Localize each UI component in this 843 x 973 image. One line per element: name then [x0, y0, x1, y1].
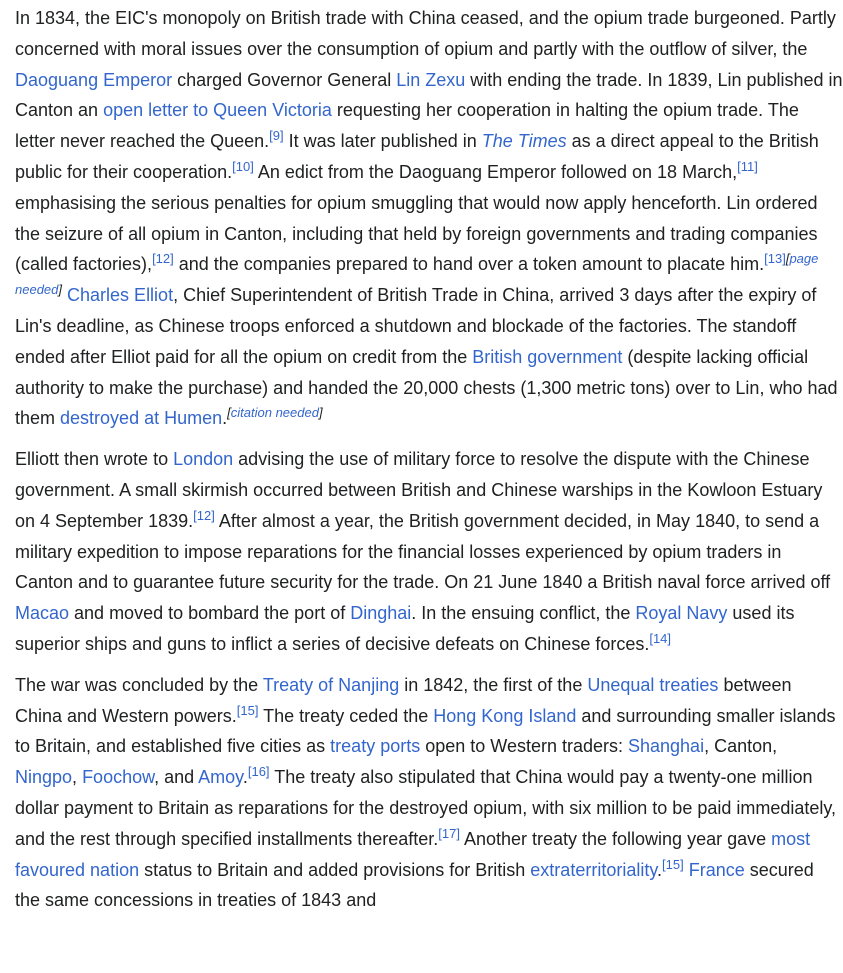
citation-needed-tag-link[interactable]: citation needed	[230, 405, 319, 421]
text-run: .	[222, 408, 228, 429]
text-run: and surrounding smaller islands to Britain, and established five cities as	[15, 705, 836, 757]
text-run: open to Western traders:	[420, 736, 628, 757]
text-run: , and	[154, 767, 199, 788]
text-run: used its superior ships and guns to inflict a series of decisive defeats on Chinese forces.	[15, 603, 795, 654]
bracket: ]	[58, 282, 63, 298]
ref-11[interactable]: [11]	[737, 158, 758, 174]
text-run: charged Governor General	[172, 69, 397, 90]
link-foochow[interactable]: Foochow	[82, 767, 155, 788]
text-run: Another treaty the following year gave	[459, 828, 772, 849]
citation-ref	[269, 128, 283, 143]
link-extraterritoriality[interactable]: extraterritoriality	[530, 859, 657, 880]
text-run: secured the same concessions in treaties of 1843 and	[15, 859, 814, 911]
text-run: status to Britain and added provisions for British	[139, 859, 531, 880]
link-lin-zexu[interactable]: Lin Zexu	[396, 69, 466, 90]
page-needed-tag-link[interactable]: page needed	[15, 251, 819, 298]
text-run: as a direct appeal to the British public for their cooperation.	[15, 131, 819, 182]
citation-ref	[248, 764, 270, 779]
text-run: Elliott then wrote to	[15, 449, 174, 470]
link-macao[interactable]: Macao	[15, 603, 70, 624]
bracket: ]	[318, 405, 323, 421]
article-body	[15, 3, 843, 926]
text-run: between China and Western powers.	[15, 674, 792, 726]
ref-10[interactable]: [10]	[232, 158, 254, 174]
ref-9[interactable]: [9]	[269, 128, 284, 144]
link-ningpo[interactable]: Ningpo	[15, 767, 73, 788]
text-run: .	[242, 767, 248, 788]
ref-14[interactable]: [14]	[649, 630, 672, 646]
ref-12[interactable]: [12]	[193, 507, 215, 523]
citation-ref	[764, 251, 786, 266]
citation-ref	[737, 159, 758, 174]
citation-ref	[438, 826, 460, 841]
link-dinghai[interactable]: Dinghai	[350, 603, 412, 624]
link-france[interactable]: France	[688, 859, 745, 880]
text-run: , Chief Superintendent of British Trade in China, arrived 3 days after the expiry of Lin's deadline, as Chinese troops enforced a shutdown and blockade of the factories. The standoff ended after Elliot paid for all the opium on credit from the	[15, 285, 817, 367]
citation-ref	[193, 508, 215, 523]
ref-17[interactable]: [17]	[438, 825, 460, 841]
text-run: The treaty also stipulated that China would pay a twenty-one million dollar payment to Britain as reparations for the destroyed opium, with six million to be paid immediately, and the rest through specified installments thereafter.	[15, 767, 837, 849]
paragraph	[15, 444, 843, 660]
text-run: with ending the trade. In 1839, Lin published in Canton an	[15, 69, 843, 121]
citation-needed-tag	[227, 405, 322, 420]
citation-ref	[152, 251, 174, 266]
text-run: ,	[72, 767, 83, 788]
text-run: requesting her cooperation in halting the opium trade. The letter never reached the Queen.	[15, 100, 799, 152]
text-run: The war was concluded by the	[15, 674, 263, 695]
link-unequal-treaties[interactable]: Unequal treaties	[587, 674, 719, 695]
link-the-times[interactable]: The Times	[481, 131, 567, 152]
ref-12[interactable]: [12]	[152, 251, 174, 267]
paragraph	[15, 3, 843, 434]
link-open-letter-to-queen-victoria[interactable]: open letter to Queen Victoria	[103, 100, 332, 121]
text-run: After almost a year, the British government decided, in May 1840, to send a military expedition to impose reparations for the financial losses experienced by opium traders in Canton and to guarantee future security for the trade. On 21 June 1840 a British naval force arrived off	[15, 510, 831, 593]
citation-ref	[649, 631, 671, 646]
link-daoguang-emperor[interactable]: Daoguang Emperor	[15, 69, 173, 90]
citation-ref	[662, 857, 684, 872]
text-run: It was later published in	[283, 131, 482, 152]
text-run: An edict from the Daoguang Emperor followed on 18 March,	[253, 161, 738, 182]
text-run: advising the use of military force to resolve the dispute with the Chinese government. A small skirmish occurred between British and Chinese warships in the Kowloon Estuary on 4 September 1839.	[15, 449, 823, 531]
text-run: (despite lacking official authority to make the purchase) and handed the 20,000 chests (1,300 metric tons) over to Lin, who had them	[15, 346, 838, 429]
citation-ref	[232, 159, 254, 174]
ref-16[interactable]: [16]	[247, 764, 270, 780]
text-run: The treaty ceded the	[258, 705, 434, 726]
bracket: [	[227, 405, 231, 421]
link-charles-elliot[interactable]: Charles Elliot	[67, 285, 174, 306]
text-run: . In the ensuing conflict, the	[411, 603, 636, 624]
link-most-favoured-nation[interactable]: most favoured nation	[15, 828, 811, 880]
text-run: .	[657, 859, 663, 880]
text-run: emphasising the serious penalties for opium smuggling that would now apply henceforth. Lin ordered the seizure of all opium in Canton, including that held by foreign governments and trading companies (called factories),	[15, 192, 818, 275]
link-london[interactable]: London	[173, 449, 234, 470]
link-treaty-ports[interactable]: treaty ports	[330, 736, 421, 757]
text-run: In 1834, the EIC's monopoly on British trade with China ceased, and the opium trade burgeoned. Partly concerned with moral issues over the consumption of opium and partly with the outflow of silver, the	[15, 8, 836, 59]
link-hong-kong-island[interactable]: Hong Kong Island	[433, 705, 577, 726]
text-run: and moved to bombard the port of	[69, 603, 351, 624]
link-royal-navy[interactable]: Royal Navy	[635, 603, 728, 624]
text-run: in 1842, the first of the	[399, 674, 588, 695]
link-shanghai[interactable]: Shanghai	[628, 736, 705, 757]
link-amoy[interactable]: Amoy	[198, 767, 243, 788]
link-british-government[interactable]: British government	[472, 346, 623, 367]
bracket: [	[785, 251, 790, 267]
citation-ref	[237, 703, 259, 718]
text-run: , Canton,	[704, 736, 778, 757]
ref-13[interactable]: [13]	[764, 251, 786, 267]
link-destroyed-at-humen[interactable]: destroyed at Humen	[60, 408, 223, 429]
link-treaty-of-nanjing[interactable]: Treaty of Nanjing	[262, 674, 400, 695]
ref-15[interactable]: [15]	[236, 702, 259, 718]
text-run: and the companies prepared to hand over a token amount to placate him.	[173, 254, 765, 275]
paragraph	[15, 670, 843, 916]
ref-15[interactable]: [15]	[662, 856, 684, 872]
